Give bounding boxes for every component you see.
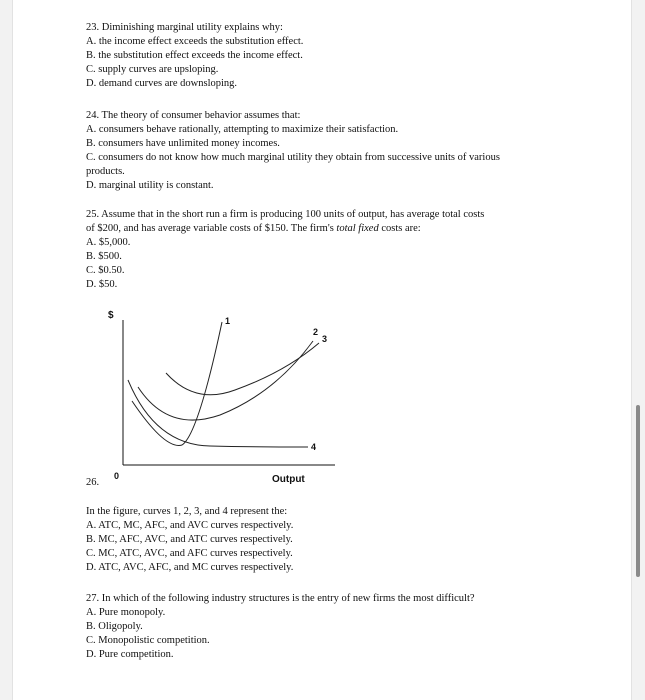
option-c: C. MC, ATC, AVC, and AFC curves respectively. bbox=[86, 548, 293, 559]
question-24 bbox=[86, 109, 536, 193]
question-stem: In the figure, curves 1, 2, 3, and 4 represent the: bbox=[86, 506, 288, 517]
option-b: B. the substitution effect exceeds the income effect. bbox=[86, 50, 303, 61]
option-d: D. demand curves are downsloping. bbox=[86, 78, 238, 89]
option-a: A. the income effect exceeds the substitution effect. bbox=[86, 36, 304, 47]
question-25 bbox=[86, 208, 484, 292]
stem-text: of $200, and has average variable costs of $150. The firm's bbox=[86, 223, 337, 234]
question-26 bbox=[86, 505, 293, 575]
scrollbar-thumb[interactable] bbox=[636, 405, 640, 577]
curve-4 bbox=[128, 380, 308, 447]
question-stem: 27. In which of the following industry structures is the entry of new firms the most difficult? bbox=[86, 593, 475, 604]
option-c: C. consumers do not know how much marginal utility they obtain from successive units of various products. bbox=[86, 152, 500, 177]
option-b: B. MC, AFC, AVC, and ATC curves respectively. bbox=[86, 534, 293, 545]
curve-2 bbox=[138, 341, 313, 420]
curve-2-label: 2 bbox=[313, 327, 319, 337]
option-a: A. consumers behave rationally, attempting to maximize their satisfaction. bbox=[86, 124, 399, 135]
option-b: B. $500. bbox=[86, 251, 122, 262]
curve-3 bbox=[166, 343, 319, 395]
option-d: D. $50. bbox=[86, 279, 118, 290]
option-c: C. Monopolistic competition. bbox=[86, 635, 210, 646]
curve-1-label: 1 bbox=[225, 316, 231, 326]
question-stem: 23. Diminishing marginal utility explains why: bbox=[86, 22, 283, 33]
question-stem: 24. The theory of consumer behavior assumes that: bbox=[86, 110, 301, 121]
option-a: A. $5,000. bbox=[86, 237, 131, 248]
x-axis-label: Output bbox=[272, 474, 305, 485]
stem-text: costs are: bbox=[378, 223, 421, 234]
question-stem-line-2 bbox=[86, 222, 484, 236]
question-26-number: 26. bbox=[86, 477, 100, 488]
curve-3-label: 3 bbox=[322, 334, 328, 344]
question-23 bbox=[86, 21, 303, 91]
option-c: C. supply curves are upsloping. bbox=[86, 64, 219, 75]
y-axis-label: $ bbox=[108, 310, 114, 321]
option-a: A. Pure monopoly. bbox=[86, 607, 166, 618]
option-b: B. consumers have unlimited money incomes. bbox=[86, 138, 280, 149]
option-c: C. $0.50. bbox=[86, 265, 125, 276]
option-d: D. ATC, AVC, AFC, and MC curves respectively. bbox=[86, 562, 294, 573]
curve-4-label: 4 bbox=[311, 442, 317, 452]
option-a: A. ATC, MC, AFC, and AVC curves respectively. bbox=[86, 520, 294, 531]
origin-label: 0 bbox=[114, 471, 120, 481]
option-d: D. marginal utility is constant. bbox=[86, 180, 214, 191]
option-b: B. Oligopoly. bbox=[86, 621, 143, 632]
cost-curves-figure bbox=[100, 305, 340, 490]
stem-emphasis: total fixed bbox=[336, 223, 379, 234]
question-stem-line-1: 25. Assume that in the short run a firm is producing 100 units of output, has average total costs bbox=[86, 209, 485, 220]
option-d: D. Pure competition. bbox=[86, 649, 174, 660]
question-27 bbox=[86, 592, 475, 662]
